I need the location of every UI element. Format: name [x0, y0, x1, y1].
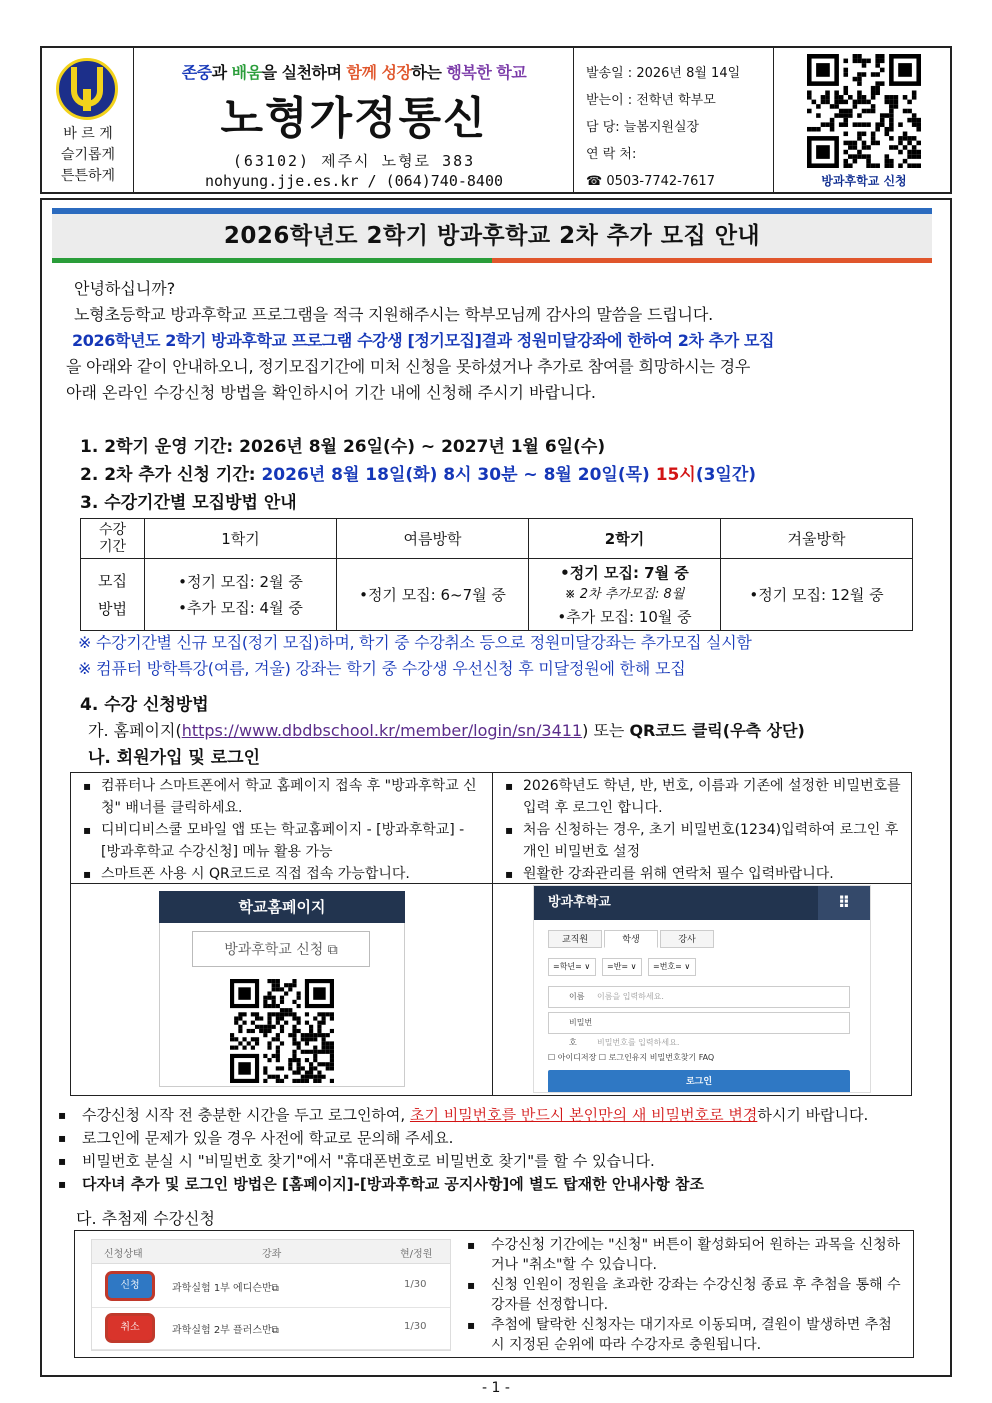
login-screenshot: [533, 885, 871, 1093]
page-number: - 1 -: [482, 1380, 510, 1396]
send-info: [574, 48, 774, 192]
greeting: 안녕하십니까?: [74, 279, 176, 298]
intro-line-3: 을 아래와 같이 안내하오니, 정기모집기간에 미처 신청을 못하셨거나 추가로 참여를 희망하시는 경우: [66, 357, 751, 376]
cell-sem1: •정기 모집: 2월 중 •추가 모집: 4월 중: [145, 559, 337, 631]
cell-summer: •정기 모집: 6~7월 중: [337, 559, 529, 631]
title-bar-green: [52, 258, 492, 263]
list-item: ▪ 스마트폰 사용 시 QR코드로 직접 접속 가능합니다.: [83, 863, 483, 885]
newsletter-header: [40, 46, 952, 194]
list-item: ▪ 디비디비스쿨 모바일 앱 또는 학교홈페이지 - [방과후학교] - [방과후학교 수강신청] 메뉴 활용 가능: [83, 819, 483, 863]
slogan-part: 과: [211, 63, 232, 82]
sub-b-heading: 나. 회원가입 및 로그인: [88, 748, 261, 768]
list-item: ▪ 컴퓨터나 스마트폰에서 학교 홈페이지 접속 후 "방과후학교 신청" 배너를 클릭하세요.: [83, 775, 483, 819]
school-address: (63102) 제주시 노형로 383: [232, 152, 476, 170]
login-notes-list: [58, 1104, 868, 1196]
qr-caption: 방과후학교 신청: [821, 174, 907, 188]
tab-staff[interactable]: 교직원: [548, 930, 602, 948]
contact-phone: ☎ 0503-7742-7617: [586, 174, 715, 189]
table-row: 신청 과학실험 1부 에디슨반⧉ 1/30: [92, 1266, 450, 1308]
list-item: ▪ 로그인에 문제가 있을 경우 사전에 학교로 문의해 주세요.: [58, 1127, 868, 1150]
col-winter: 겨울방학: [721, 519, 913, 559]
document-title: 2026학년도 2학기 방과후학교 2차 추가 모집 안내: [52, 214, 932, 258]
list-item: ▪ 2026학년도 학년, 반, 번호, 이름과 기존에 설정한 비밀번호를 입력 후 로그인 합니다.: [505, 775, 905, 819]
contact-label: 연 락 처:: [586, 147, 637, 162]
login-header: 방과후학교 ⠿: [534, 886, 870, 920]
title-bar-orange: [492, 258, 932, 263]
send-date: 발송일 : 2026년 8월 14일: [586, 66, 741, 81]
qr-cell: [778, 48, 950, 192]
list-item: ▪ 신청 인원이 정원을 초과한 강좌는 수강신청 종료 후 추첨을 통해 수강자를 선정합니다.: [467, 1275, 907, 1315]
cell-winter: •정기 모집: 12월 중: [721, 559, 913, 631]
section-1-period: 1. 2학기 운영 기간: 2026년 8월 26일(수) ~ 2027년 1월 6일(수): [80, 437, 606, 457]
table-row: 취소 과학실험 2부 플러스반⧉ 1/30: [92, 1308, 450, 1350]
list-item: ▪ 처음 신청하는 경우, 초기 비밀번호(1234)입력하여 로그인 후 개인 비밀번호 설정: [505, 819, 905, 863]
login-button[interactable]: 로그인: [548, 1070, 850, 1093]
recipient: 받는이 : 전학년 학부모: [586, 93, 716, 108]
school-motto: 바 르 게 슬기롭게 튼튼하게: [60, 126, 116, 184]
list-item: ▪ 원활한 강좌관리를 위해 연락처 필수 입력바랍니다.: [505, 863, 905, 885]
login-tabs: [548, 930, 716, 948]
school-logo-cell: [42, 48, 134, 192]
password-input[interactable]: 비밀번호 비밀번호를 입력하세요.: [548, 1012, 850, 1034]
school-slogan: [134, 60, 574, 83]
tab-instructor[interactable]: 강사: [660, 930, 714, 948]
col-sem2: 2학기: [529, 519, 721, 559]
list-item: ▪ 다자녀 추가 및 로그인 방법은 [홈페이지]-[방과후학교 공지사항]에 별도 탑재한 안내사항 참조: [58, 1173, 868, 1196]
slogan-part: 함께 성장: [346, 63, 412, 82]
intro-line-4: 아래 온라인 수강신청 방법을 확인하시어 기간 내에 신청해 주시기 바랍니다.: [66, 383, 596, 402]
right-guide-list: [505, 775, 905, 885]
login-guide-box: [70, 772, 912, 1096]
recruitment-table: [80, 518, 913, 631]
apply-button[interactable]: 신청: [108, 1274, 152, 1298]
school-web-phone: nohyung.jje.es.kr / (064)740-8400: [204, 172, 503, 190]
newsletter-title: 노형가정통신: [220, 93, 488, 144]
list-item: ▪ 비밀번호 분실 시 "비밀번호 찾기"에서 "휴대폰번호로 비밀번호 찾기"를 할 수 있습니다.: [58, 1150, 868, 1173]
list-item: ▪ 수강신청 시작 전 충분한 시간을 두고 로그인하여, 초기 비밀번호를 반드시 본인만의 새 비밀번호로 변경하시기 바랍니다.: [58, 1104, 868, 1127]
number-select[interactable]: =번호= ∨: [648, 958, 696, 976]
school-logo-icon: [56, 58, 118, 120]
slogan-part: 배움: [231, 63, 262, 82]
slogan-part: 을 실천하며: [261, 63, 347, 82]
section-2-apply-period: 2. 2차 추가 신청 기간: 2026년 8월 18일(화) 8시 30분 ~ 8월 20일(목) 15시(3일간): [80, 465, 757, 485]
sub-a-homepage: 가. 홈페이지(https://www.dbdbschool.kr/member/login/sn/3411) 또는 QR코드 클릭(우측 상단): [88, 721, 805, 740]
section-3-heading: 3. 수강기간별 모집방법 안내: [80, 493, 297, 513]
slogan-part: 존중: [181, 63, 212, 82]
sub-c-heading: 다. 추첨제 수강신청: [76, 1209, 215, 1228]
lottery-course-table: [91, 1239, 451, 1351]
slogan-part: 행복한 학교: [446, 63, 527, 82]
note-1: ※ 수강기간별 신규 모집(정기 모집)하며, 학기 중 수강취소 등으로 정원미달강좌는 추가모집 실시함: [78, 633, 752, 652]
menu-grid-icon[interactable]: ⠿: [818, 886, 870, 920]
list-item: ▪ 추첨에 탈락한 신청자는 대기자로 이동되며, 결원이 발생하면 추첨 시 지정된 순위에 따라 수강자로 충원됩니다.: [467, 1315, 907, 1355]
col-sem1: 1학기: [145, 519, 337, 559]
tab-student[interactable]: 학생: [604, 930, 658, 948]
lottery-table-header: 신청상태 강좌 현/정원: [92, 1240, 450, 1264]
afterschool-apply-banner[interactable]: 방과후학교 신청 ⧉: [192, 931, 370, 967]
cell-sem2: •정기 모집: 7월 중 ※ 2차 추가모집: 8월 •추가 모집: 10월 중: [529, 559, 721, 631]
homepage-panel-header: 학교홈페이지: [159, 891, 405, 923]
intro-line-1: 노형초등학교 방과후학교 프로그램을 적극 지원해주시는 학부모님께 감사의 말씀을 드립니다.: [74, 305, 713, 324]
login-options[interactable]: ☐ 아이디저장 ☐ 로그인유지 비밀번호찾기 FAQ: [548, 1053, 715, 1062]
grade-select[interactable]: =학년= ∨: [548, 958, 596, 976]
slogan-part: 하는: [411, 63, 447, 82]
lottery-notes-list: [467, 1235, 907, 1355]
homepage-link[interactable]: https://www.dbdbschool.kr/member/login/sn/3411: [181, 721, 583, 740]
qr-code-icon[interactable]: [804, 54, 924, 168]
name-input[interactable]: 이름 이름을 입력하세요.: [548, 986, 850, 1008]
intro-line-2: 2026학년도 2학기 방과후학교 프로그램 수강생 [정기모집]결과 정원미달강좌에 한하여 2차 추가 모집: [72, 331, 775, 350]
table-head-label: 수강 기간: [81, 519, 145, 559]
list-item: ▪ 수강신청 기간에는 "신청" 버튼이 활성화되어 원하는 과목을 신청하거나 "취소"할 수 있습니다.: [467, 1235, 907, 1275]
col-summer: 여름방학: [337, 519, 529, 559]
lottery-box: [74, 1230, 914, 1358]
section-4-heading: 4. 수강 신청방법: [80, 695, 209, 715]
left-guide-list: [83, 775, 483, 885]
in-charge: 담 당: 늘봄지원실장: [586, 120, 700, 135]
class-select[interactable]: =반= ∨: [602, 958, 642, 976]
cancel-button[interactable]: 취소: [108, 1316, 152, 1340]
table-row-label: 모집 방법: [81, 559, 145, 631]
title-cell: [134, 48, 574, 192]
note-2: ※ 컴퓨터 방학특강(여름, 겨울) 강좌는 학기 중 수강생 우선신청 후 미달정원에 한해 모집: [78, 659, 686, 678]
